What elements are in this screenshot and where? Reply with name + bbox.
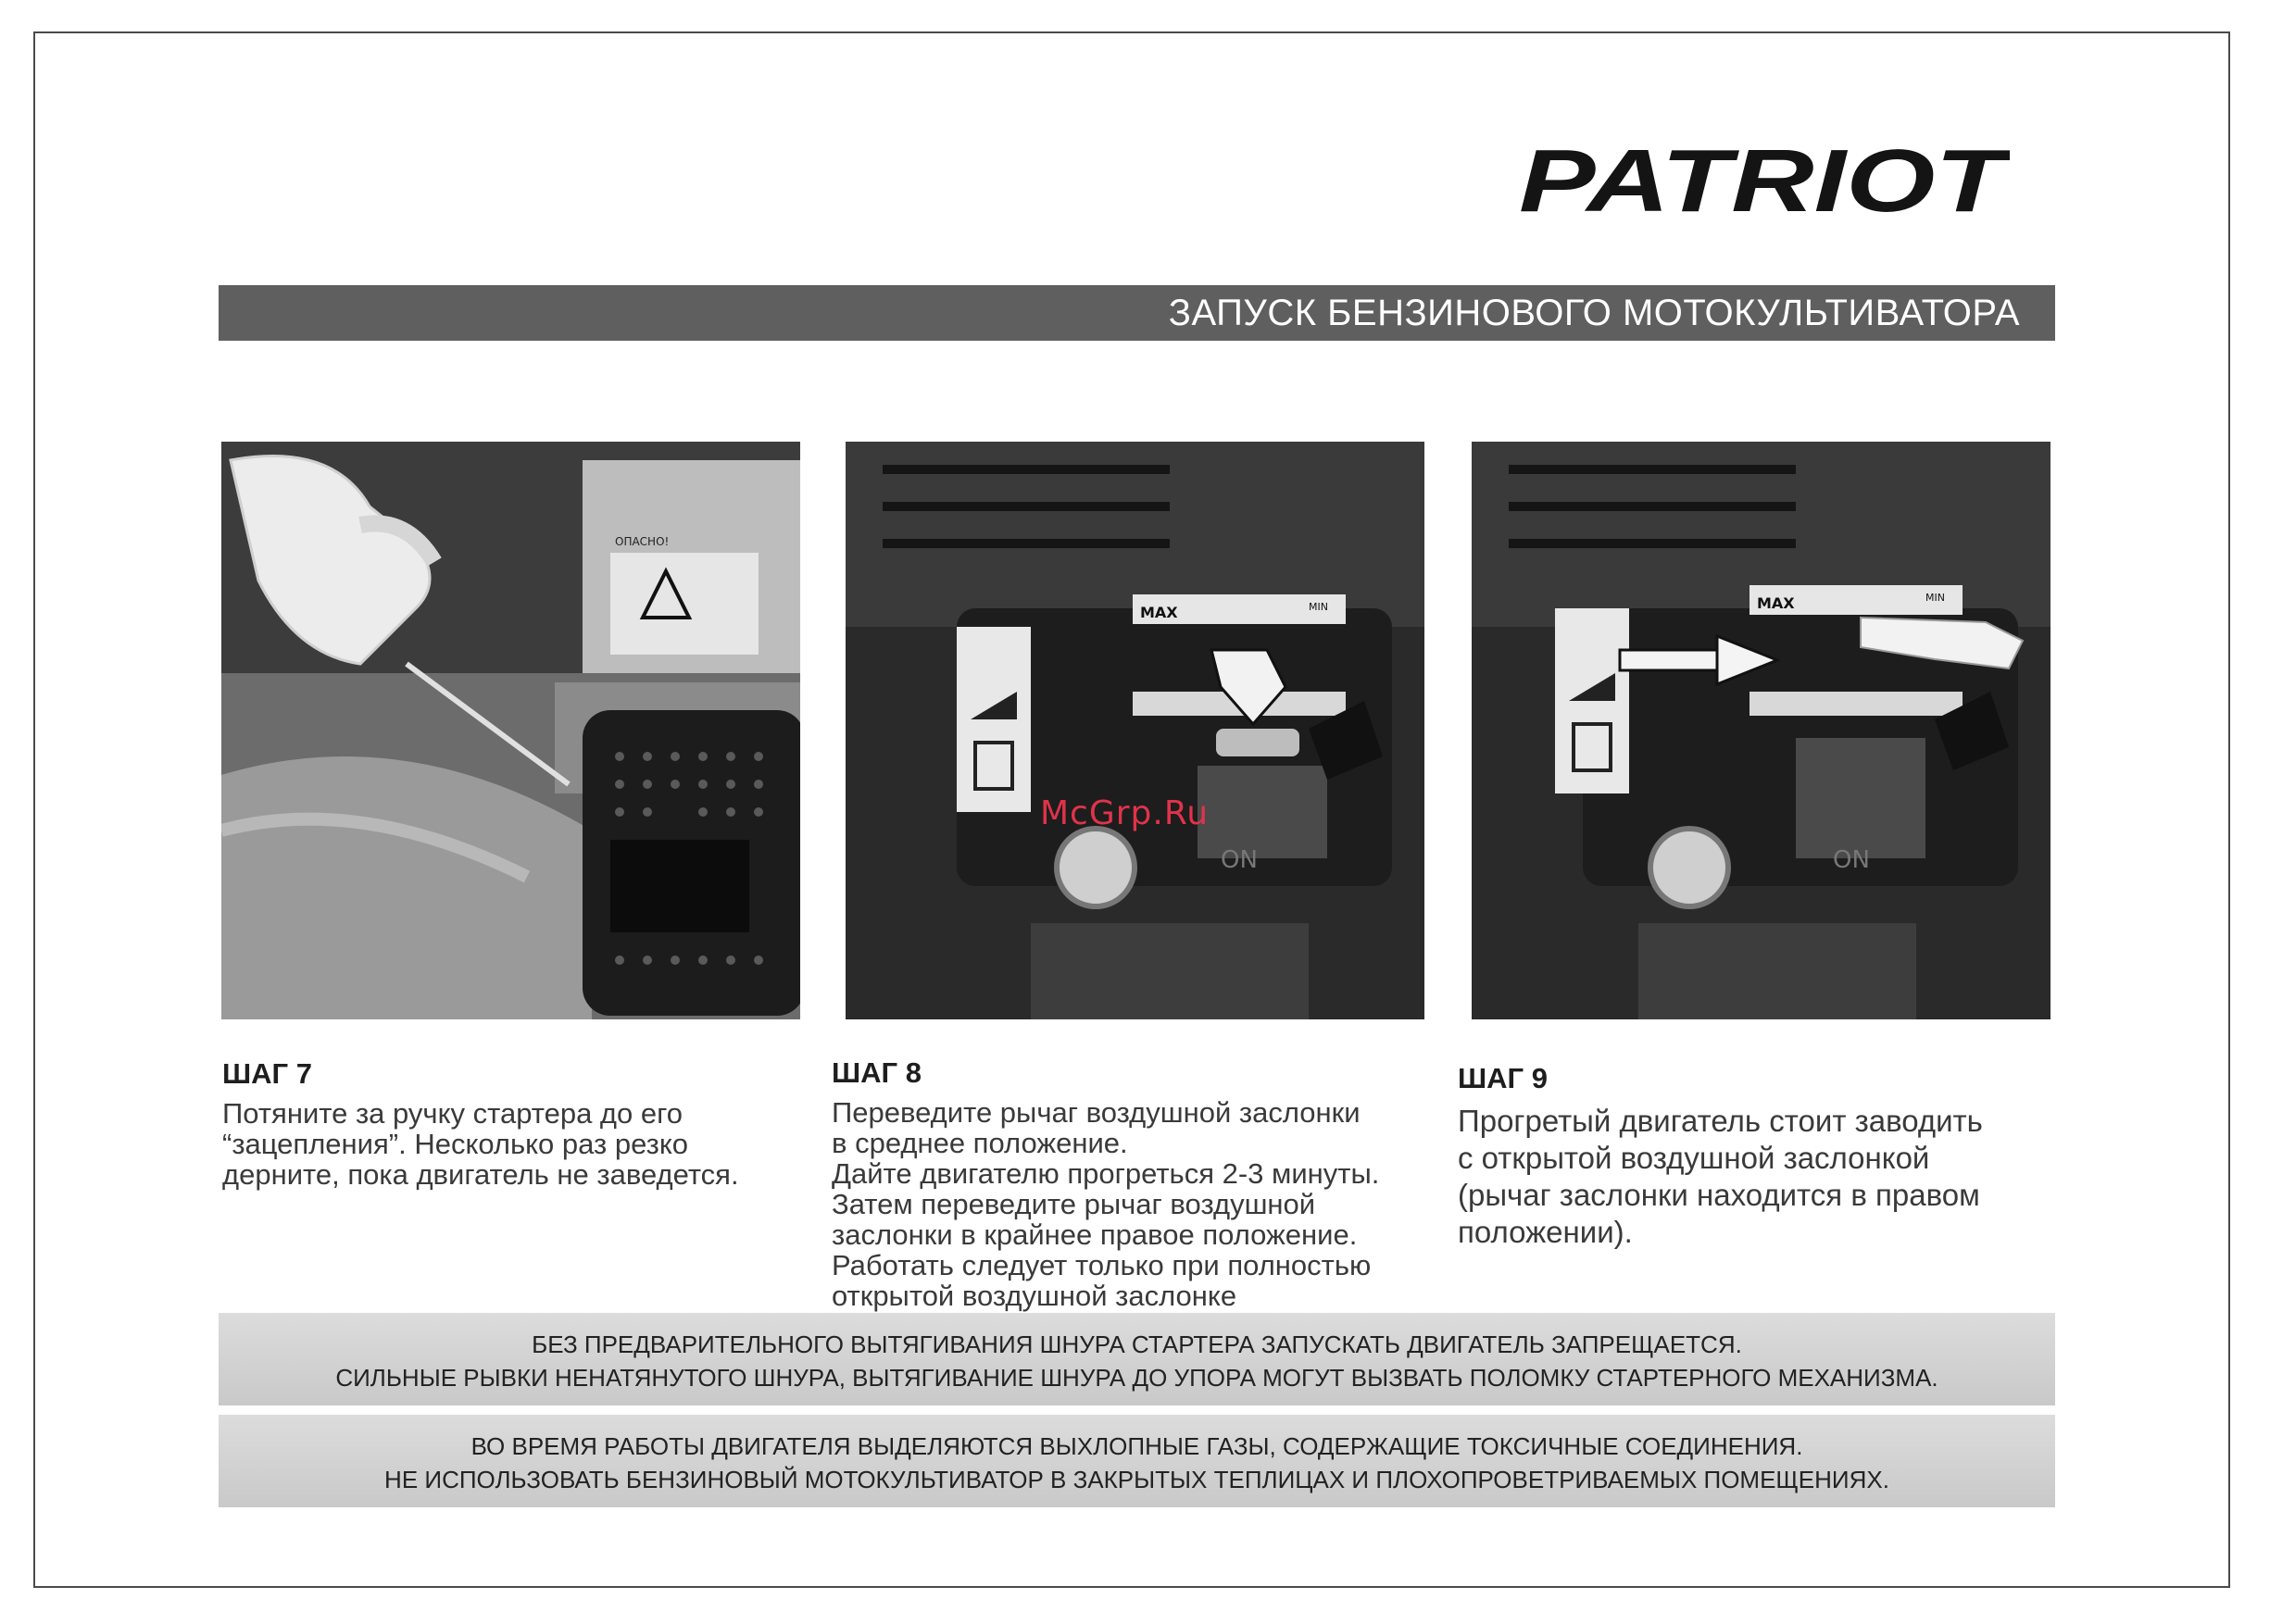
- patriot-logo: [1519, 130, 2010, 231]
- scale-on: ON: [1221, 846, 1258, 874]
- scale-max: MAX: [1140, 604, 1178, 621]
- step-8-photo: [846, 442, 1424, 1019]
- step-7-photo: [221, 442, 800, 1019]
- notice-line: СИЛЬНЫЕ РЫВКИ НЕНАТЯНУТОГО ШНУРА, ВЫТЯГИВАНИЕ ШНУРА ДО УПОРА МОГУТ ВЫЗВАТЬ ПОЛОМКУ СТАРТЕРНОГО МЕХАНИЗМА.: [335, 1364, 1938, 1392]
- arrow-shaft: [1620, 650, 1722, 670]
- scale-on: ON: [1833, 846, 1870, 874]
- scale-min: MIN: [1309, 601, 1328, 613]
- notice-line: НЕ ИСПОЛЬЗОВАТЬ БЕНЗИНОВЫЙ МОТОКУЛЬТИВАТОР В ЗАКРЫТЫХ ТЕПЛИЦАХ И ПЛОХОПРОВЕТРИВАЕМЫХ ПОМЕЩЕНИЯХ.: [384, 1466, 1889, 1493]
- starter-warning-notice: [219, 1313, 2055, 1405]
- notice-line: БЕЗ ПРЕДВАРИТЕЛЬНОГО ВЫТЯГИВАНИЯ ШНУРА СТАРТЕРА ЗАПУСКАТЬ ДВИГАТЕЛЬ ЗАПРЕЩАЕТСЯ.: [532, 1330, 1742, 1358]
- notice-line: ВО ВРЕМЯ РАБОТЫ ДВИГАТЕЛЯ ВЫДЕЛЯЮТСЯ ВЫХЛОПНЫЕ ГАЗЫ, СОДЕРЖАЩИЕ ТОКСИЧНЫЕ СОЕДИНЕНИЯ.: [470, 1432, 1803, 1460]
- watermark: McGrp.Ru: [1040, 794, 1210, 832]
- step-9: [1458, 1062, 2097, 1251]
- section-banner: [219, 285, 2055, 341]
- scale-max: MAX: [1757, 594, 1795, 612]
- step-8-title: ШАГ 8: [832, 1056, 922, 1089]
- step-7-title: ШАГ 7: [222, 1057, 312, 1090]
- bolt: [1650, 829, 1728, 906]
- scale-min: MIN: [1925, 592, 1945, 604]
- logo-text: PATRIOT: [1519, 131, 2010, 231]
- exhaust-warning-notice: [219, 1415, 2055, 1507]
- step-9-photo: [1472, 442, 2051, 1019]
- step-7: [222, 1057, 815, 1190]
- bolt: [1057, 829, 1135, 906]
- step-9-text: Прогретый двигатель стоит заводить с открытой воздушной заслонкой (рычаг заслонки находится в правом положении).: [1458, 1104, 1983, 1249]
- step-8-text: Переведите рычаг воздушной заслонки в среднее положение. Дайте двигателю прогреться 2-3 минуты. Затем переведите рычаг воздушной заслонки в крайнее правое положение. Работать следует только при полностью открытой воздушной заслонке: [832, 1096, 1380, 1312]
- step-8: [832, 1056, 1461, 1311]
- section-title: ЗАПУСК БЕНЗИНОВОГО МОТОКУЛЬТИВАТОРА: [1168, 293, 2020, 333]
- step-7-text: Потяните за ручку стартера до его “зацепления”. Несколько раз резко дерните, пока двигатель не заведется.: [222, 1097, 739, 1191]
- step-9-title: ШАГ 9: [1458, 1062, 1548, 1094]
- warning-label: ОПАСНО!: [615, 535, 670, 548]
